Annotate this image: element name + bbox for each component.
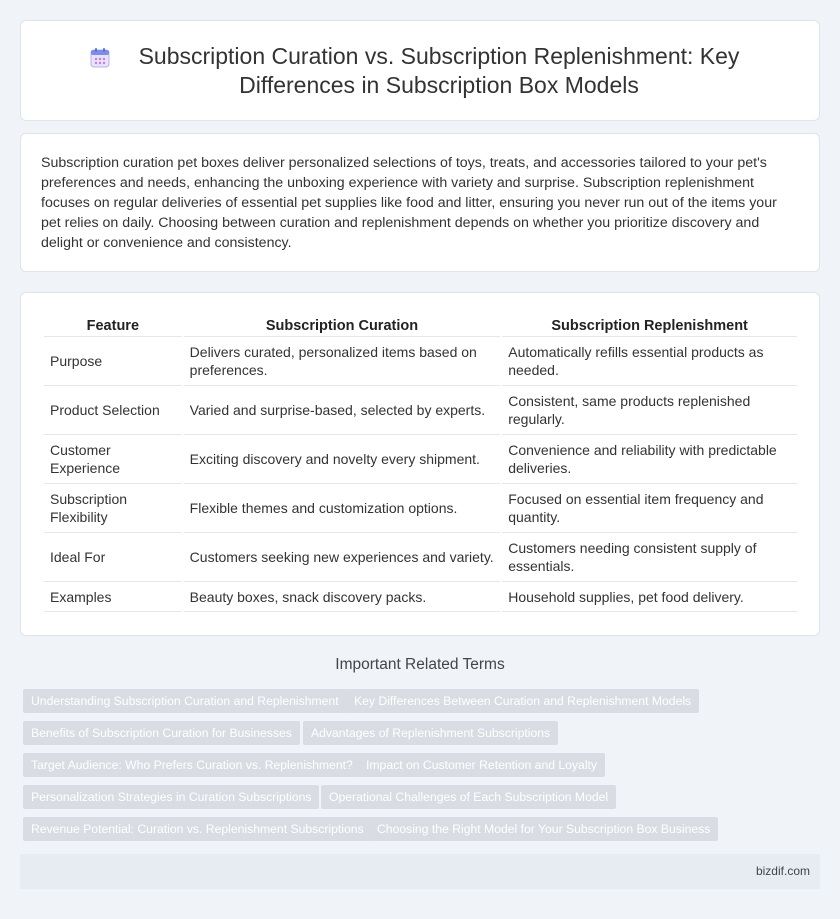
- row-replenishment: Convenience and reliability with predictable deliveries.: [502, 435, 797, 484]
- row-curation: Varied and surprise-based, selected by experts.: [184, 386, 501, 435]
- intro-card: [20, 133, 820, 272]
- table-row: [44, 533, 797, 582]
- row-curation: Beauty boxes, snack discovery packs.: [184, 582, 501, 612]
- table-header-row: [44, 315, 797, 337]
- comparison-table: [42, 315, 799, 612]
- page-title: Subscription Curation vs. Subscription Replenishment: Key Differences in Subscription Box Models: [138, 42, 740, 98]
- footer-brand[interactable]: bizdif.com: [755, 864, 810, 878]
- table-row: [44, 386, 797, 435]
- related-tag[interactable]: Revenue Potential: Curation vs. Replenishment Subscriptions: [23, 817, 372, 841]
- related-tag[interactable]: Key Differences Between Curation and Replenishment Models: [346, 689, 699, 713]
- related-tag[interactable]: Target Audience: Who Prefers Curation vs. Replenishment?: [23, 753, 361, 777]
- table-row: [44, 484, 797, 533]
- comparison-card: [20, 292, 820, 636]
- row-replenishment: Customers needing consistent supply of essentials.: [502, 533, 797, 582]
- related-tag[interactable]: Choosing the Right Model for Your Subscription Box Business: [369, 817, 718, 841]
- column-header-replenishment: Subscription Replenishment: [502, 315, 797, 337]
- related-tag[interactable]: Operational Challenges of Each Subscription Model: [321, 785, 616, 809]
- row-replenishment: Automatically refills essential products as needed.: [502, 337, 797, 386]
- column-header-curation: Subscription Curation: [184, 315, 501, 337]
- row-feature: Product Selection: [44, 386, 182, 435]
- column-header-feature: Feature: [44, 315, 182, 337]
- related-tag[interactable]: Personalization Strategies in Curation Subscriptions: [23, 785, 319, 809]
- row-replenishment: Household supplies, pet food delivery.: [502, 582, 797, 612]
- table-row: [44, 337, 797, 386]
- row-feature: Ideal For: [44, 533, 182, 582]
- row-curation: Customers seeking new experiences and variety.: [184, 533, 501, 582]
- row-curation: Exciting discovery and novelty every shipment.: [184, 435, 501, 484]
- row-replenishment: Consistent, same products replenished regularly.: [502, 386, 797, 435]
- table-row: [44, 435, 797, 484]
- related-tag[interactable]: Benefits of Subscription Curation for Businesses: [23, 721, 300, 745]
- header-card: [20, 20, 820, 121]
- related-tag[interactable]: Impact on Customer Retention and Loyalty: [358, 753, 605, 777]
- row-feature: Customer Experience: [44, 435, 182, 484]
- row-feature: Examples: [44, 582, 182, 612]
- row-curation: Delivers curated, personalized items based on preferences.: [184, 337, 501, 386]
- footer: [20, 854, 820, 889]
- related-tag[interactable]: Advantages of Replenishment Subscriptions: [303, 721, 558, 745]
- table-row: [44, 582, 797, 612]
- row-replenishment: Focused on essential item frequency and quantity.: [502, 484, 797, 533]
- related-tag[interactable]: Understanding Subscription Curation and Replenishment: [23, 689, 347, 713]
- row-feature: Purpose: [44, 337, 182, 386]
- row-curation: Flexible themes and customization options.: [184, 484, 501, 533]
- row-feature: Subscription Flexibility: [44, 484, 182, 533]
- related-terms-title: Important Related Terms: [335, 656, 505, 673]
- intro-paragraph: Subscription curation pet boxes deliver personalized selections of toys, treats, and accessories tailored to your pet's preferences and needs, enhancing the unboxing experience with variety and surprise. Subscription replenishment focuses on regular deliveries of essential pet supplies like food and litter, ensuring you never run out of the items your pet relies on daily. Choosing between curation and replenishment depends on whether you prioritize discovery and delight or convenience and consistency.: [41, 155, 777, 251]
